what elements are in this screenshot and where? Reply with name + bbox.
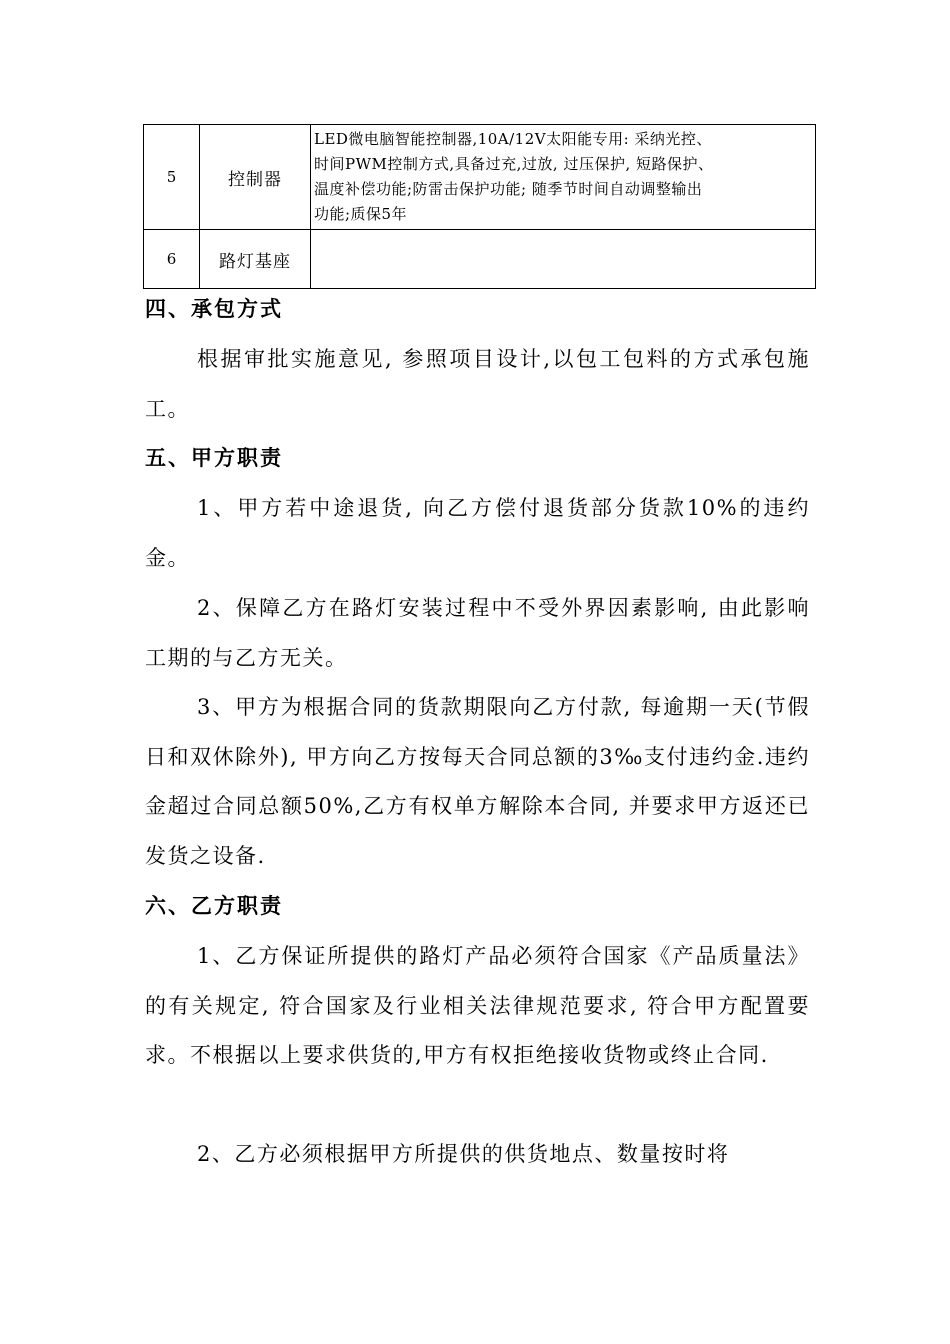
row-number: 5 [144, 125, 200, 230]
paragraph: 1、乙方保证所提供的路灯产品必须符合国家《产品质量法》的有关规定, 符合国家及行业相关法律规范要求, 符合甲方配置要求。不根据以上要求供货的,甲方有权拒绝接收货物或终止合同. [145, 944, 810, 1067]
paragraph: 3、甲方为根据合同的货款期限向乙方付款, 每逾期一天(节假日和双休除外), 甲方向乙方按每天合同总额的3‰支付违约金.违约金超过合同总额50%,乙方有权单方解除本合同, 并要求甲方返还已发货之设备. [145, 695, 810, 868]
row-number: 6 [144, 230, 200, 289]
item-name: 路灯基座 [200, 230, 311, 289]
item-name: 控制器 [200, 125, 311, 230]
equipment-spec-table [143, 124, 816, 289]
item-description: LED微电脑智能控制器,10A/12V太阳能专用: 采纳光控、 时间PWM控制方式,具备过充,过放, 过压保护, 短路保护、 温度补偿功能;防雷击保护功能; 随季节时间自动调整输出 功能;质保5年 [311, 125, 816, 230]
section-heading-party-a-duties: 五、甲方职责 [145, 445, 283, 470]
paragraph: 根据审批实施意见, 参照项目设计,以包工包料的方式承包施工。 [145, 347, 810, 421]
section-heading-party-b-duties: 六、乙方职责 [145, 893, 283, 918]
item-description [311, 230, 816, 289]
paragraph: 2、保障乙方在路灯安装过程中不受外界因素影响, 由此影响工期的与乙方无关。 [145, 596, 810, 670]
paragraph: 1、甲方若中途退货, 向乙方偿付退货部分货款10%的违约金。 [145, 496, 810, 570]
paragraph: 2、乙方必须根据甲方所提供的供货地点、数量按时将 [197, 1142, 730, 1166]
table-row [144, 125, 816, 230]
section-heading-contract-method: 四、承包方式 [145, 296, 283, 321]
table-row [144, 230, 816, 289]
